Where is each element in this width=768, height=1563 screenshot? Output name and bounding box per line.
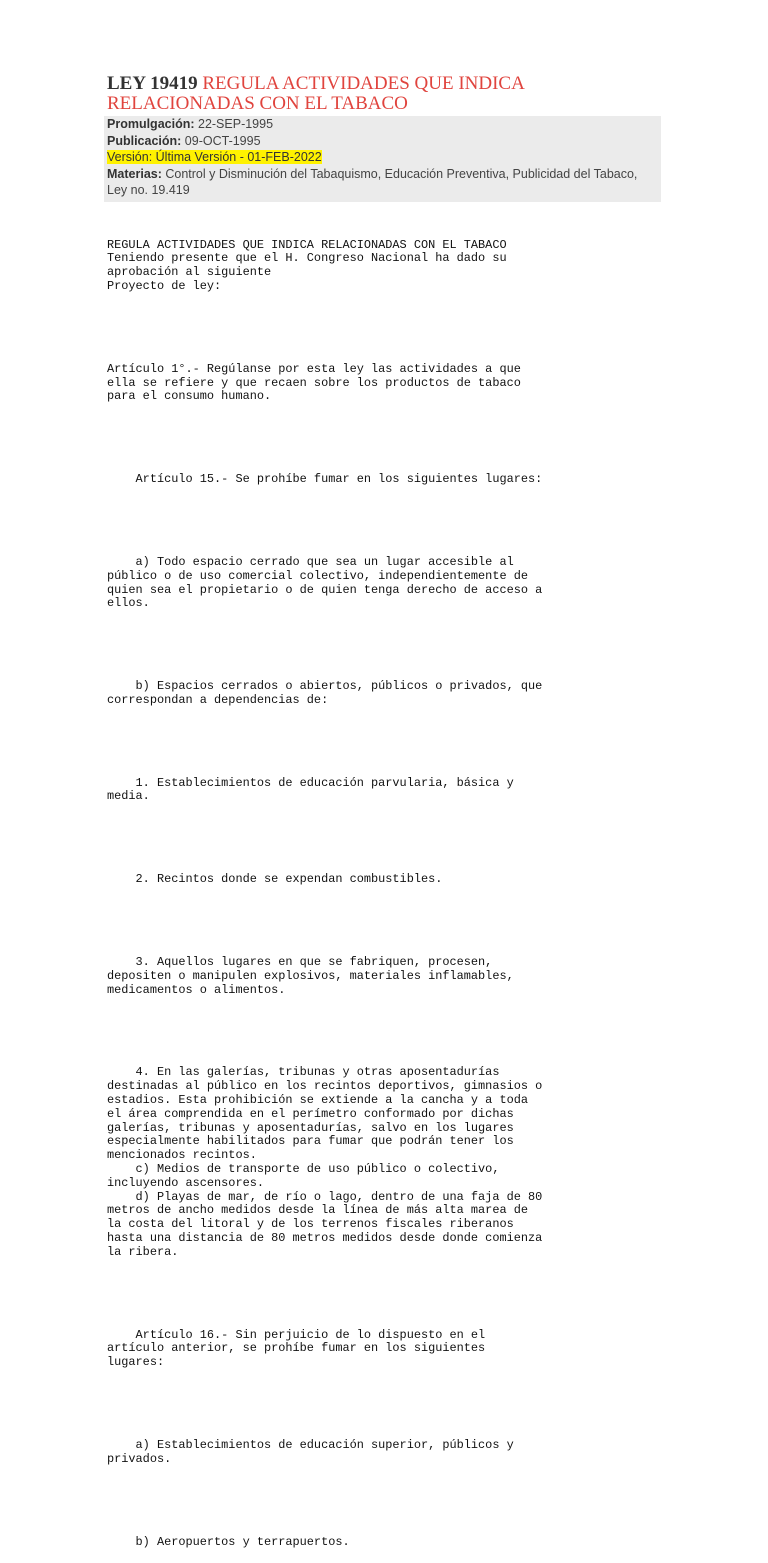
- article-15-item-b2: 2. Recintos donde se expendan combustibles.: [107, 872, 443, 887]
- article-15-item-a: a) Todo espacio cerrado que sea un lugar accesible al público o de uso comercial colectivo, independientemente de quien sea el propietario o de quien tenga derecho de acceso a ellos.: [107, 554, 543, 611]
- publicacion-value: 09-OCT-1995: [181, 133, 261, 148]
- article-15-item-b: b) Espacios cerrados o abiertos, públicos o privados, que correspondan a dependencias de:: [107, 679, 543, 707]
- article-15-item-b4-c-d: 4. En las galerías, tribunas y otras aposentadurías destinadas al público en los recintos deportivos, gimnasios o estadios. Esta prohibición se extiende a la cancha y a toda el área comprendida en el perímetro conformado por dichas galerías, tribunas y aposentadurías, salvo en los lugares especialmente habilitados para fumar que podrán tener los mencionados recintos. c) Medios de transporte de uso público o colectivo, incluyendo ascensores. d) Playas de mar, de río o lago, dentro de una faja de 80 metros de ancho medidos desde la línea de más alta marea de la costa del litoral y de los terrenos fiscales riberanos hasta una distancia de 80 metros medidos desde donde comienza la ribera.: [107, 1065, 543, 1259]
- materias-value: Control y Disminución del Tabaquismo, Educación Preventiva, Publicidad del Tabaco, Ley no. 19.419: [107, 166, 638, 197]
- preamble-paragraph: REGULA ACTIVIDADES QUE INDICA RELACIONADAS CON EL TABACO Teniendo presente que el H. Congreso Nacional ha dado su aprobación al siguiente Proyecto de ley:: [107, 237, 507, 293]
- version-highlight: Versión: Última Versión - 01-FEB-2022: [107, 150, 322, 164]
- article-15-item-b3: 3. Aquellos lugares en que se fabriquen, procesen, depositen o manipulen explosivos, materiales inflamables, medicamentos o alimentos.: [107, 955, 514, 997]
- law-number: LEY 19419: [107, 73, 198, 94]
- document-title: [107, 74, 667, 114]
- article-16-item-a: a) Establecimientos de educación superior, públicos y privados.: [107, 1437, 514, 1466]
- publicacion-row: [107, 133, 658, 150]
- law-body: [107, 211, 667, 1563]
- materias-row: [107, 166, 658, 199]
- article-1-paragraph: Artículo 1°.- Regúlanse por esta ley las actividades a que ella se refiere y que recaen sobre los productos de tabaco para el consumo humano.: [107, 361, 521, 404]
- article-16-item-b: b) Aeropuertos y terrapuertos.: [107, 1534, 350, 1549]
- metadata-box: [104, 116, 661, 202]
- materias-label: Materias:: [107, 166, 162, 181]
- law-title-text: REGULA ACTIVIDADES QUE INDICA RELACIONADAS CON EL TABACO: [107, 73, 524, 114]
- article-15-heading: Artículo 15.- Se prohíbe fumar en los siguientes lugares:: [107, 472, 543, 487]
- promulgacion-label: Promulgación:: [107, 117, 195, 131]
- promulgacion-row: [107, 116, 658, 133]
- version-row: [107, 149, 658, 166]
- publicacion-label: Publicación:: [107, 133, 182, 148]
- promulgacion-value: 22-SEP-1995: [194, 117, 274, 131]
- article-15-item-b1: 1. Establecimientos de educación parvularia, básica y media.: [107, 775, 514, 804]
- article-16-heading: Artículo 16.- Sin perjuicio de lo dispuesto en el artículo anterior, se prohíbe fumar en los siguientes lugares:: [107, 1327, 486, 1370]
